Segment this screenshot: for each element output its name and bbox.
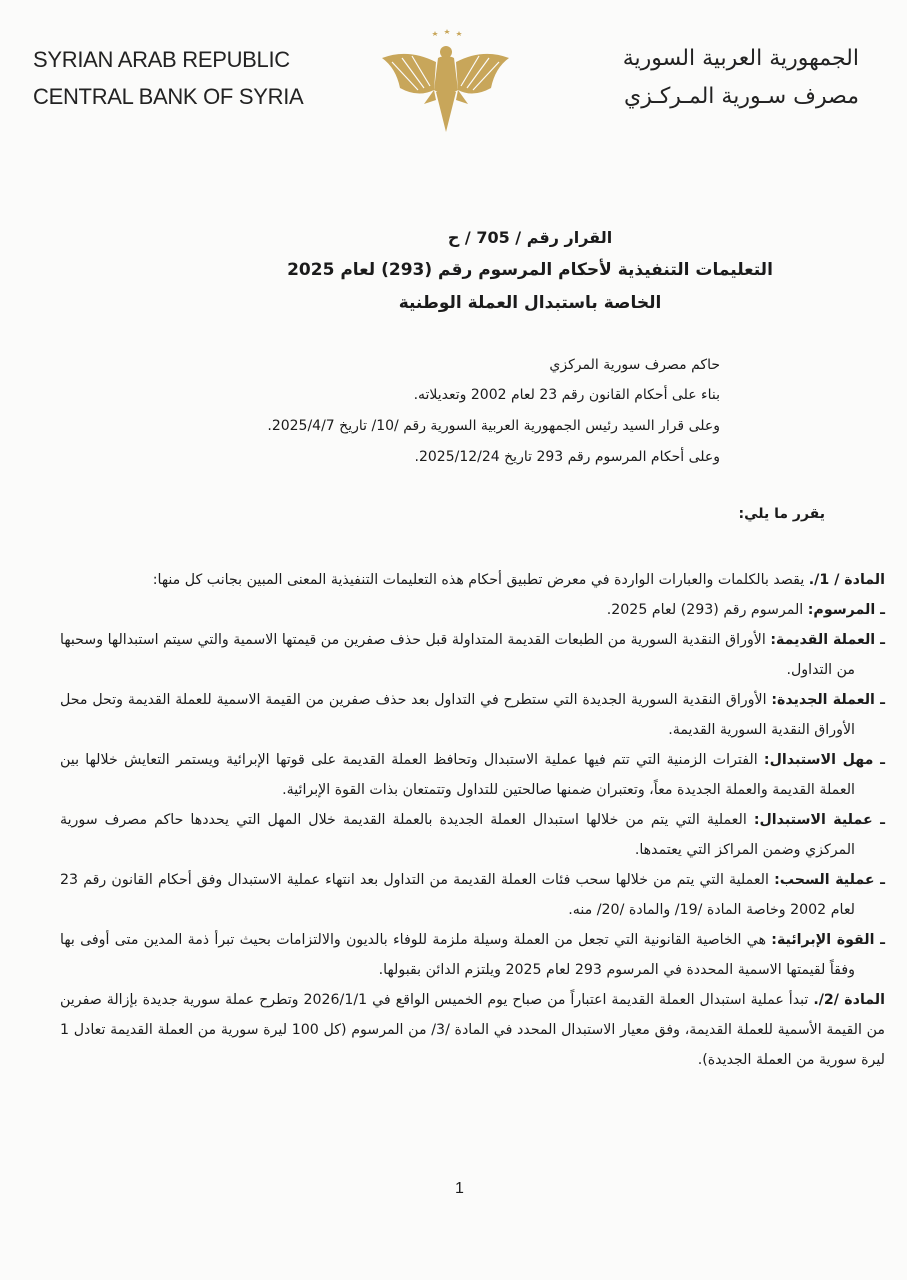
definition-text: العملية التي يتم من خلالها استبدال العملة الجديدة بالعملة القديمة خلال المهل التي يحددها حاكم مصرف سورية المركزي وضمن المراكز التي يعتمدها. <box>60 812 855 858</box>
letterhead-arabic-line1: الجمهورية العربية السورية <box>622 46 859 71</box>
dash-bullet: ـ <box>875 632 885 648</box>
dash-bullet: ـ <box>874 692 885 708</box>
title-line2: الخاصة باستبدال العملة الوطنية <box>398 293 662 313</box>
letterhead-arabic-line2: مصرف سـورية المـركـزي <box>624 84 859 109</box>
preamble-line: وعلى قرار السيد رئيس الجمهورية العربية السورية رقم /10/ تاريخ 2025/4/7. <box>267 418 720 434</box>
article-text: تبدأ عملية استبدال العملة القديمة اعتباراً من صباح يوم الخميس الواقع في 2026/1/1 وتطرح عملة سورية جديدة بإزالة صفرين من القيمة الأسمية للعملة القديمة، وفق معيار الاستبدال المحدد في المادة /3/ من المرسوم (كل 100 ليرة سورية من العملة القديمة تعادل 1 ليرة سورية من العملة الجديدة). <box>60 992 885 1068</box>
definition-item <box>60 595 885 625</box>
dash-bullet: ـ <box>874 932 886 948</box>
definitions-list <box>60 595 885 985</box>
article-label: المادة / 1/. <box>808 572 885 588</box>
page-number: 1 <box>455 1180 464 1197</box>
definition-text: العملية التي يتم من خلالها سحب فئات العملة القديمة من التداول بعد انتهاء عملية الاستبدال وفق أحكام القانون رقم 23 لعام 2002 وخاصة المادة /19/ والمادة /20/ منه. <box>60 872 855 918</box>
definition-text: الأوراق النقدية السورية الجديدة التي ستطرح في التداول بعد حذف صفرين من القيمة الاسمية للعملة القديمة وتحل محل الأوراق النقدية السورية القديمة. <box>60 692 855 738</box>
letterhead-english-line2: CENTRAL BANK OF SYRIA <box>33 84 304 109</box>
definition-term: مهل الاستبدال: <box>763 752 874 768</box>
definition-text: هي الخاصية القانونية التي تجعل من العملة وسيلة ملزمة للوفاء بالديون والالتزامات بحيث تبرأ ذمة المدين متى أوفى بها وفقاً لقيمتها الاسمية المحددة في المرسوم 293 لعام 2025 ويلتزم الدائن بقبولها. <box>60 932 855 978</box>
definition-item <box>60 865 885 925</box>
definition-item <box>60 625 885 685</box>
dash-bullet: ـ <box>872 812 885 828</box>
definition-term: عملية السحب: <box>774 872 875 888</box>
preamble-line: حاكم مصرف سورية المركزي <box>549 357 720 373</box>
document-body <box>60 565 885 1075</box>
definition-term: المرسوم: <box>807 602 876 618</box>
dash-bullet: ـ <box>875 602 885 618</box>
definition-term: العملة القديمة: <box>770 632 876 648</box>
title-line1: التعليمات التنفيذية لأحكام المرسوم رقم (293) لعام 2025 <box>287 260 773 280</box>
definition-item <box>60 805 885 865</box>
article-label: المادة /2/. <box>813 992 885 1008</box>
dash-bullet: ـ <box>873 752 885 768</box>
article-2 <box>60 985 885 1075</box>
preamble-line: وعلى أحكام المرسوم رقم 293 تاريخ 2025/12/24. <box>414 449 720 465</box>
eagle-emblem-icon <box>378 28 513 132</box>
decides-heading: يقرر ما يلي: <box>738 506 825 522</box>
article-text: يقصد بالكلمات والعبارات الواردة في معرض تطبيق أحكام هذه التعليمات التنفيذية المعنى المبين بجانب كل منها: <box>152 572 805 588</box>
article-1 <box>60 565 885 595</box>
definition-text: المرسوم رقم (293) لعام 2025. <box>606 602 804 618</box>
letterhead-english-line1: SYRIAN ARAB REPUBLIC <box>33 47 290 72</box>
definition-item <box>60 685 885 745</box>
decision-number: القرار رقم / 705 / ح <box>447 228 613 247</box>
definition-item <box>60 925 885 985</box>
definition-text: الأوراق النقدية السورية من الطبعات القديمة المتداولة قبل حذف صفرين من قيمتها الاسمية والتي سيتم استبدالها وسحبها من التداول. <box>60 632 855 678</box>
definition-term: العملة الجديدة: <box>771 692 875 708</box>
definition-item <box>60 745 885 805</box>
definition-term: القوة الإبرائية: <box>771 932 875 948</box>
preamble-line: بناء على أحكام القانون رقم 23 لعام 2002 وتعديلاته. <box>413 387 720 403</box>
definition-term: عملية الاستبدال: <box>753 812 873 828</box>
definition-text: الفترات الزمنية التي تتم فيها عملية الاستبدال وتحافظ العملة القديمة على قوتها الإبرائية ويستمر التعايش خلالها بين العملة القديمة والعملة الجديدة معاً، وتعتبران ضمنها صالحتين للتداول وتتمتعان بذات القوة الإبرائية. <box>60 752 855 798</box>
dash-bullet: ـ <box>874 872 886 888</box>
